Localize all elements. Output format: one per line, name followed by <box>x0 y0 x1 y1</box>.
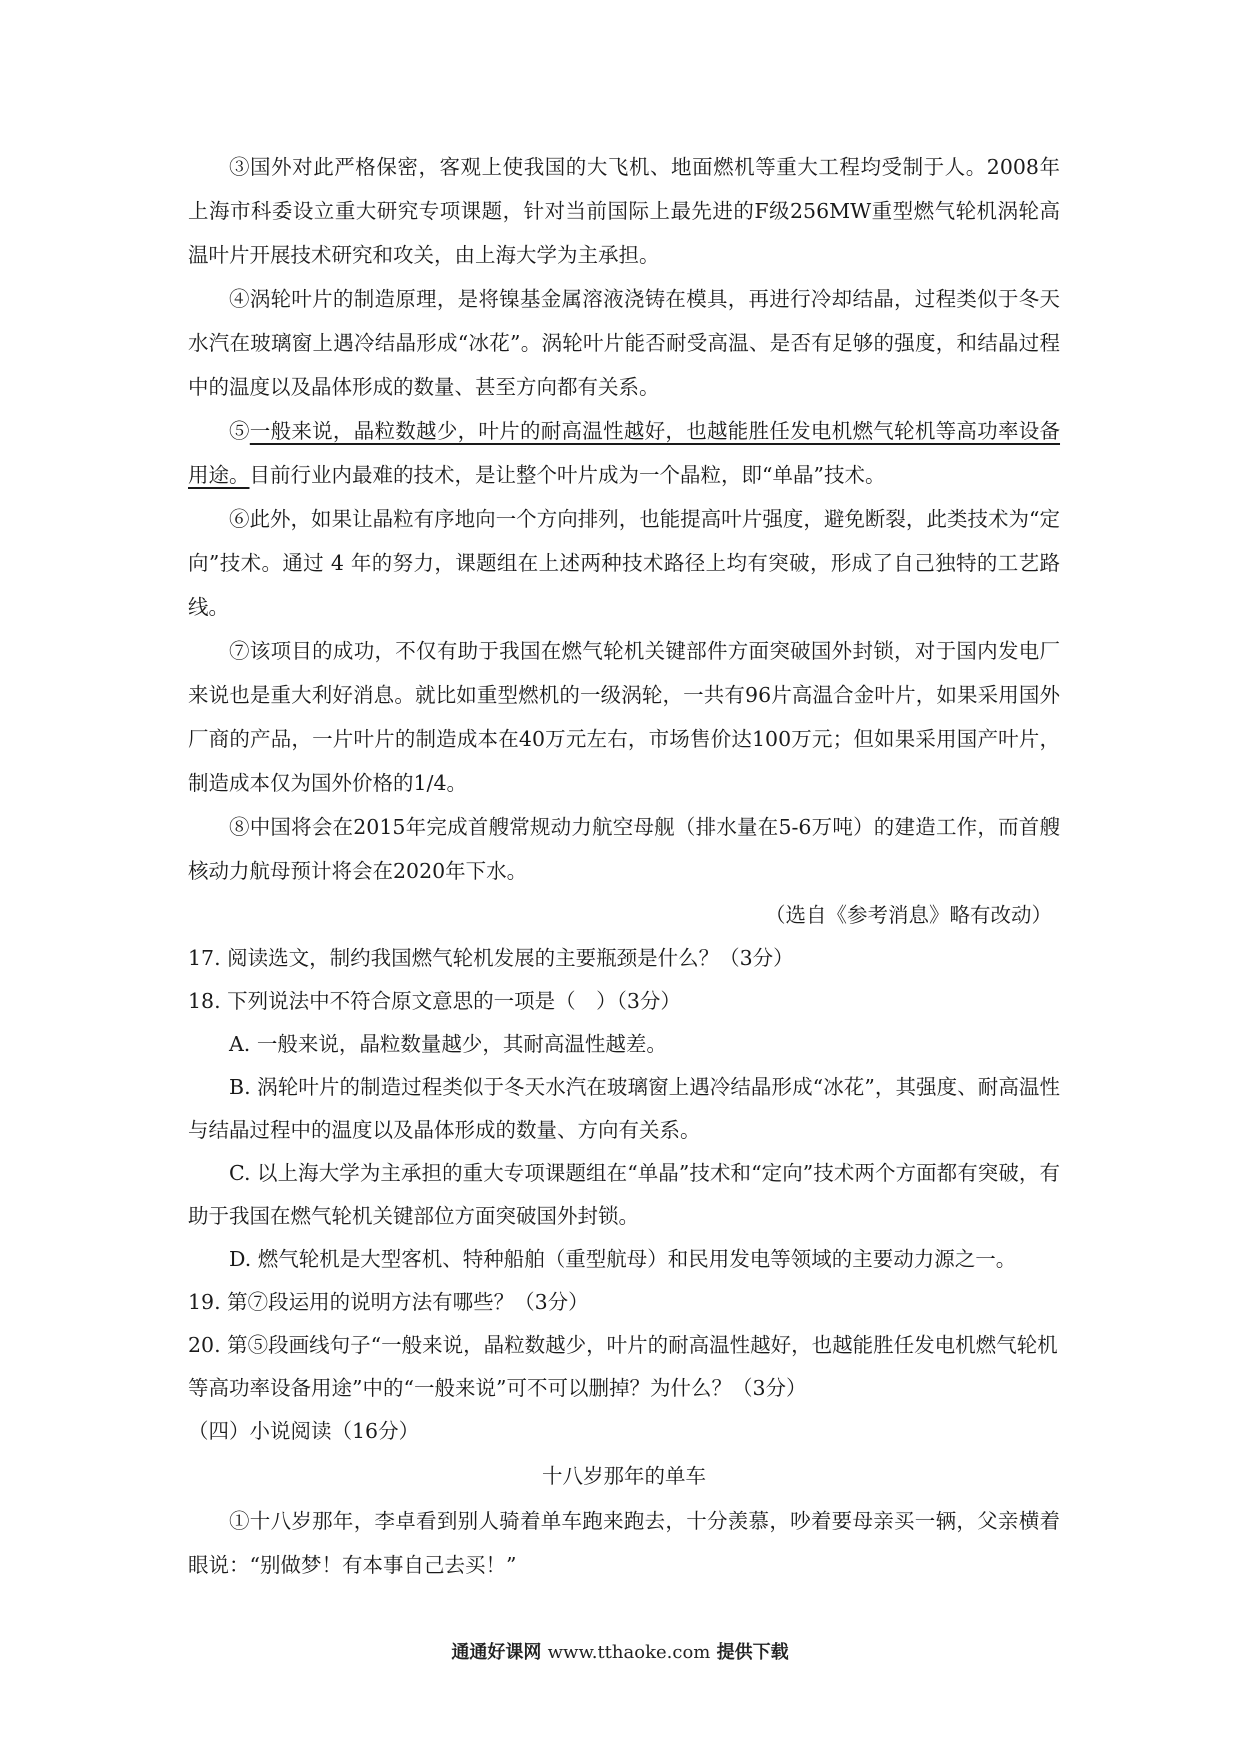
underlined-sentence: 一般来说，晶粒数越少，叶片的耐高温性越好，也越能胜任发电机燃气轮机等高功率设备用途。 <box>188 419 1061 487</box>
question-18-option-c: C. 以上海大学为主承担的重大专项课题组在“单晶”技术和“定向”技术两个方面都有突破，有助于我国在燃气轮机关键部位方面突破国外封锁。 <box>188 1161 1060 1228</box>
paragraph-3: ③国外对此严格保密，客观上使我国的大飞机、地面燃机等重大工程均受制于人。2008年上海市科委设立重大研究专项课题，针对当前国际上最先进的F级256MW重型燃气轮机涡轮高温叶片开展技术研究和攻关，由上海大学为主承担。 <box>188 155 1060 267</box>
question-19: 19. 第⑦段运用的说明方法有哪些？（3分） <box>188 1290 589 1314</box>
paragraph-5-rest: 目前行业内最难的技术，是让整个叶片成为一个晶粒，即“单晶”技术。 <box>249 463 886 487</box>
document-page <box>188 145 1060 1587</box>
page-footer <box>0 1638 1240 1664</box>
footer-suffix: 提供下载 <box>716 1642 789 1663</box>
paragraph-7: ⑦该项目的成功，不仅有助于我国在燃气轮机关键部件方面突破国外封锁，对于国内发电厂来说也是重大利好消息。就比如重型燃机的一级涡轮，一共有96片高温合金叶片，如果采用国外厂商的产品，一片叶片的制造成本在40万元左右，市场售价达100万元；但如果采用国产叶片，制造成本仅为国外价格的1/4。 <box>188 639 1060 795</box>
paragraph-4: ④涡轮叶片的制造原理，是将镍基金属溶液浇铸在模具，再进行冷却结晶，过程类似于冬天水汽在玻璃窗上遇冷结晶形成“冰花”。涡轮叶片能否耐受高温、是否有足够的强度，和结晶过程中的温度以及晶体形成的数量、甚至方向都有关系。 <box>188 287 1060 399</box>
question-18-option-d: D. 燃气轮机是大型客机、特种船舶（重型航母）和民用发电等领域的主要动力源之一。 <box>229 1247 1017 1271</box>
paragraph-8: ⑧中国将会在2015年完成首艘常规动力航空母舰（排水量在5-6万吨）的建造工作，而首艘核动力航母预计将会在2020年下水。 <box>188 815 1060 883</box>
question-18-option-a: A. 一般来说，晶粒数量越少，其耐高温性越差。 <box>229 1032 667 1056</box>
story-paragraph-1: ①十八岁那年，李卓看到别人骑着单车跑来跑去，十分羡慕，吵着要母亲买一辆，父亲横着眼说：“别做梦！有本事自己去买！” <box>188 1509 1060 1577</box>
section-heading: （四）小说阅读（16分） <box>188 1419 420 1443</box>
question-18: 18. 下列说法中不符合原文意思的一项是（ ）（3分） <box>188 989 681 1013</box>
footer-url[interactable]: www.tthaoke.com <box>547 1642 711 1663</box>
question-20: 20. 第⑤段画线句子“一般来说，晶粒数越少，叶片的耐高温性越好，也越能胜任发电机燃气轮机等高功率设备用途”中的“一般来说”可不可以删掉？为什么？（3分） <box>188 1333 1058 1400</box>
footer-site-name: 通通好课网 <box>451 1642 542 1663</box>
paragraph-6: ⑥此外，如果让晶粒有序地向一个方向排列，也能提高叶片强度，避免断裂，此类技术为“定向”技术。通过 4 年的努力，课题组在上述两种技术路径上均有突破，形成了自己独特的工艺路线。 <box>188 507 1060 619</box>
question-17: 17. 阅读选文，制约我国燃气轮机发展的主要瓶颈是什么？（3分） <box>188 946 794 970</box>
paragraph-5 <box>188 409 1060 497</box>
question-18-option-b: B. 涡轮叶片的制造过程类似于冬天水汽在玻璃窗上遇冷结晶形成“冰花”，其强度、耐高温性与结晶过程中的温度以及晶体形成的数量、方向有关系。 <box>188 1075 1060 1142</box>
paragraph-5-number: ⑤ <box>229 419 250 443</box>
source-citation: （选自《参考消息》略有改动） <box>765 903 1052 927</box>
story-title: 十八岁那年的单车 <box>542 1464 706 1488</box>
